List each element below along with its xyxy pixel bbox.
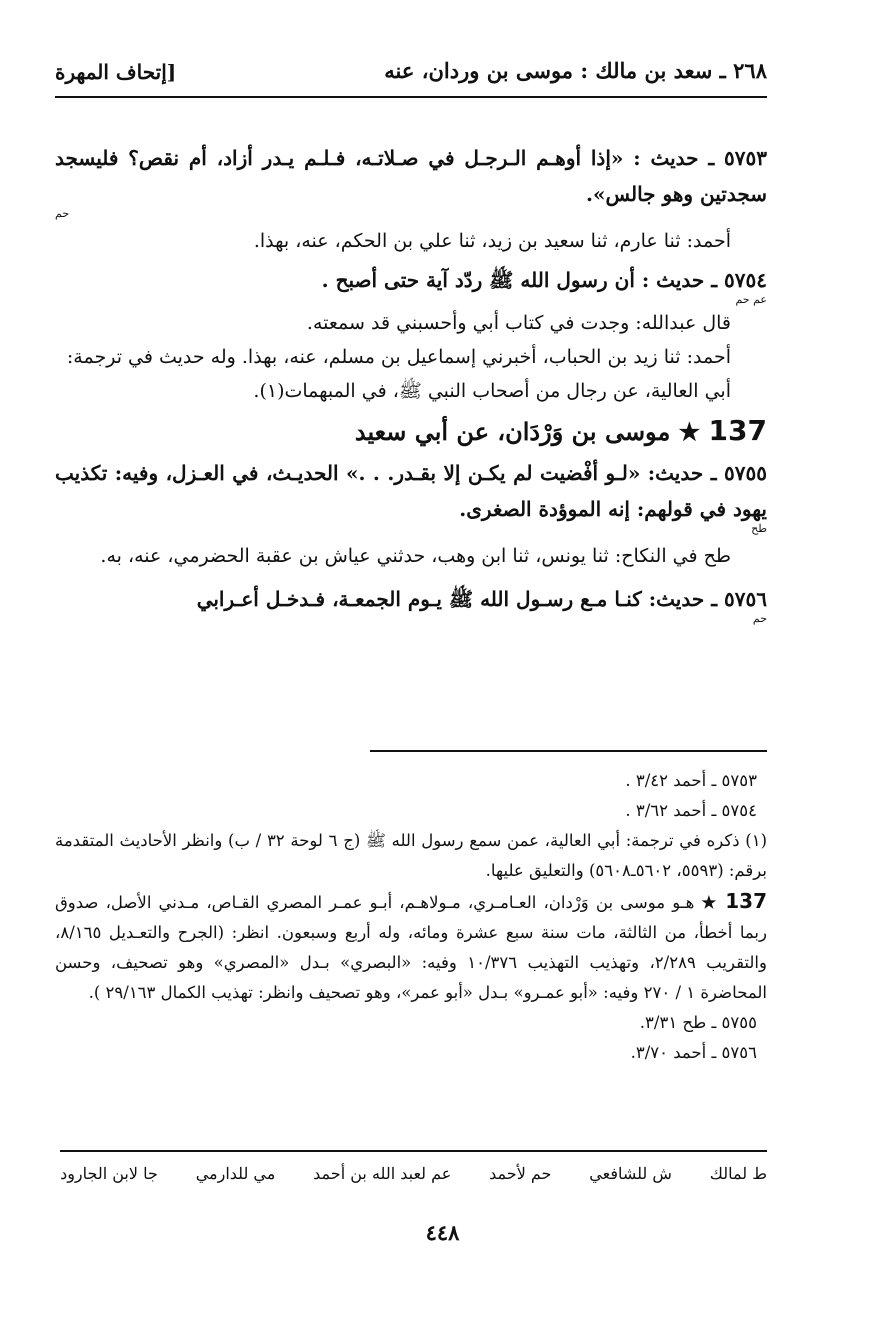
key-ibn-jarud: جا لابن الجارود <box>60 1164 158 1183</box>
header-rule <box>55 96 767 98</box>
section-number: 137 <box>708 414 767 447</box>
hadith-5753-siglum: حم <box>55 207 70 220</box>
running-title: ٢٦٨ ـ سعد بن مالك : موسى بن وردان، عنه <box>384 58 767 83</box>
hadith-5755-isnad: طح في النكاح: ثنا يونس، ثنا ابن وهب، حدثني عياش بن عقبة الحضرمي، عنه، به. <box>100 545 731 567</box>
section-star-icon: ★ <box>678 417 701 446</box>
footnote-1: (١) ذكره في ترجمة: أبي العالية، عمن سمع رسول الله ﷺ (ج ٦ لوحة ٣٢ / ب) وانظر الأحاديث المتقدمة برقم: (٥٥٩٣، ٥٦٠٢ـ٥٦٠٨) والتعليق عليها. <box>55 831 767 880</box>
hadith-5755-siglum: طح <box>751 522 767 535</box>
hadith-5756-siglum: حم <box>752 612 767 625</box>
hadith-5755-text: ٥٧٥٥ ـ حديث: «لـو أفْضيت لم يكـن إلا بقـدر. . .» الحديـث، في العـزل، وفيه: تكذيب يهود في قولهم: إنه الموؤدة الصغرى. <box>55 461 767 521</box>
hadith-5754-abdullah-note: قال عبدالله: وجدت في كتاب أبي وأحسبني قد سمعته. <box>306 312 731 334</box>
bio-star-icon: ★ <box>701 893 719 912</box>
key-darimi: مي للدارمي <box>195 1164 276 1183</box>
key-abdullah: عم لعبد الله بن أحمد <box>313 1164 452 1183</box>
hadith-5754-siglum: عم حم <box>735 293 767 306</box>
section-title: موسى بن وَرْدَان، عن أبي سعيد <box>354 417 671 446</box>
book-title: [إتحاف المهرة <box>55 60 177 84</box>
note-ref-5753: ٥٧٥٣ ـ أحمد ٣/٤٢ . <box>625 771 757 790</box>
hadith-5754-isnad: أحمد: ثنا زيد بن الحباب، أخبرني إسماعيل بن مسلم، عنه، بهذا. وله حديث في ترجمة: أبي العالية، عن رجال من أصحاب النبي ﷺ، في المبهمات(١). <box>66 346 731 402</box>
hadith-5753-text: ٥٧٥٣ ـ حديث : «إذا أوهـم الـرجـل في صـلاتـه، فـلـم يـدر أزاد، أم نقص؟ فليسجد سجدتين وهو جالس». <box>55 146 767 206</box>
section-heading-137 <box>55 410 767 453</box>
key-malik: ط لمالك <box>709 1164 767 1183</box>
page-number: ٤٤٨ <box>425 1220 460 1245</box>
footnotes <box>55 766 767 1068</box>
note-ref-5754: ٥٧٥٤ ـ أحمد ٣/٦٢ . <box>625 801 757 820</box>
biography-note <box>55 886 767 1008</box>
key-ahmad: حم لأحمد <box>489 1164 552 1183</box>
notes-rule <box>370 750 767 752</box>
note-ref-5756: ٥٧٥٦ ـ أحمد ٣/٧٠. <box>630 1043 757 1062</box>
bio-number: 137 <box>725 889 768 913</box>
hadith-5756-text: ٥٧٥٦ ـ حديث: كنـا مـع رسـول الله ﷺ يـوم الجمعـة، فـدخـل أعـرابي <box>196 587 767 611</box>
bio-text: هـو موسى بن وَرْدان، العـامـري، مـولاهـم، أبـو عمـر المصري القـاص، مـدني الأصل، صدوق ربما أخطأ، من الثالثة، مات سنة سبع عشرة ومائه، وله أربع وسبعون. انظر: (الجرح والتعـديل ٨/١٦٥، والتقريب ٢/٢٨٩، وتهذيب التهذيب ١٠/٣٧٦ وفيه: «البصري» بـدل «المصري» وهو تصحيف، وحسن المحاضرة ١ / ٢٧٠ وفيه: «أبو عمـرو» بـدل «أبو عمر»، وهو تصحيف وانظر: تهذيب الكمال ٢٩/١٦٣ ). <box>55 893 767 1002</box>
main-text <box>55 140 767 625</box>
key-shafii: ش للشافعي <box>589 1164 672 1183</box>
hadith-5753-isnad: أحمد: ثنا عارم، ثنا سعيد بن زيد، ثنا علي بن الحكم، عنه، بهذا. <box>253 230 731 252</box>
footer-rule <box>60 1150 767 1152</box>
hadith-5754-text: ٥٧٥٤ ـ حديث : أن رسول الله ﷺ ردّد آية حتى أصبح . <box>321 268 767 292</box>
note-ref-5755: ٥٧٥٥ ـ طح ٣/٣١. <box>639 1013 757 1032</box>
sigla-key <box>60 1164 767 1183</box>
